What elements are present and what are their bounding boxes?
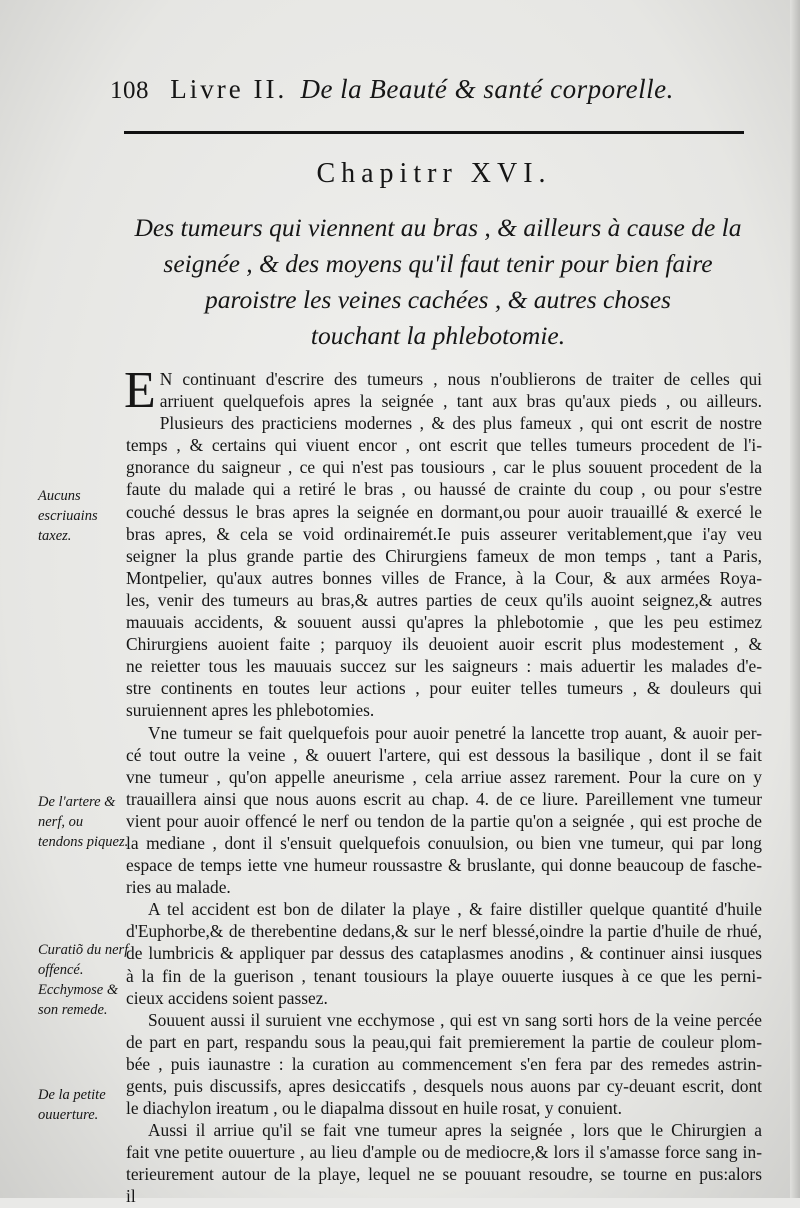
text-line: la mediane , dont il s'ensuit quelquefois conuulsion, ou bien vne tumeur, qui par long <box>126 832 762 853</box>
text-line: faute du malade qui a retiré le bras , ou haussé de crainte du coup , ou pour s'estre <box>126 479 762 500</box>
text-line: Plusieurs des practiciens modernes , & des plus fameux , qui ont escrit de nostre <box>159 413 762 434</box>
text-line: seigner la plus grande partie des Chirurgiens fameux de mon temps , tant a Paris, <box>126 545 762 566</box>
page-edge <box>790 0 800 1198</box>
chapter-title: Chapitrr XVI. <box>316 158 552 189</box>
text-line: suruiennent apres les phlebotomies. <box>126 700 375 721</box>
text-line: mauuais accidents, & souuent aussi qu'apres la phlebotomie , que les peu estimez <box>126 612 762 633</box>
text-line: ne reietter tous les mauuais succez sur les saigneurs : mais aduertir les malades d'e- <box>126 656 762 677</box>
text-line: terieurement autour de la playe, lequel ne se pouuant resoudre, se tourne en pus:alors <box>126 1164 762 1185</box>
chapter-subtitle <box>118 210 758 354</box>
text-line: Aussi il arriue qu'il se fait vne tumeur apres la seignée , lors que le Chirurgien a <box>148 1120 762 1141</box>
running-title: De la Beauté & santé corporelle. <box>300 74 674 104</box>
catchword: il <box>126 1186 136 1207</box>
text-line: cieux accidens soient passez. <box>126 987 328 1008</box>
text-line: bée , puis iaunastre : la curation au commencement s'en fera par des remedes astrin- <box>126 1053 762 1074</box>
text-line: d'Euphorbe,& de therebentine dedans,& sur le nerf blessé,oindre la partie d'huile de rhué, <box>126 921 762 942</box>
text-line: gents, puis discussifs, apres desiccatifs , desquels nous auons par cy-deuant escrit, dont <box>126 1076 762 1096</box>
margin-note: De la petite ouuerture. <box>38 1087 106 1123</box>
text-line: vient pour auoir offencé le nerf ou tendon de la partie qu'on a seignée , qui est proche de <box>126 810 762 831</box>
text-line: trauaillera ainsi que nous auons escrit au chap. 4. de ce liure. Pareillement vne tumeur <box>126 788 762 809</box>
header-rule <box>124 131 744 134</box>
text-line: vne tumeur , qu'on appelle aneurisme , cela arriue assez rarement. Pour la cure on y <box>126 766 762 787</box>
text-line: à la fin de la guerison , tenant tousiours la playe ouuerte iusques à ce que les perni- <box>126 965 762 986</box>
text-line: Montpelier, qu'aux autres bonnes villes de France, à la Cour, & aux armées Roya- <box>126 567 762 588</box>
show-through-text <box>52 318 132 338</box>
margin-note: Ecchymose & son remede. <box>38 982 119 1018</box>
text-line: de part en part, respandu sous la peau,qui fait premierement la partie de couleur plom- <box>126 1031 762 1052</box>
text-line: N continuant d'escrire des tumeurs , nous n'oublierons de traiter de celles qui <box>159 369 762 389</box>
text-line: arriuent quelquefois apres la seignée , tant aux bras qu'aux pieds , ou ailleurs. <box>159 391 762 412</box>
text-line: gnorance du saigneur , ce qui n'est pas tousiours , car le plus souuent procedent de la <box>126 457 762 478</box>
running-header <box>110 74 760 105</box>
text-line: A tel accident est bon de dilater la playe , & faire distiller quelque quantité d'huile <box>148 899 762 920</box>
text-line: Chirurgiens auoient faite ; parquoy ils deuoient auoir escrit plus modestement , & <box>126 634 762 655</box>
subtitle-line: seignée , & des moyens qu'il faut tenir pour bien faire <box>163 249 713 278</box>
margin-note: De l'artere & nerf, ou tendons piquez. <box>38 794 129 850</box>
text-line: de lumbricis & appliquer par dessus des cataplasmes anodins , & continuer ainsi iusques <box>126 943 762 964</box>
text-line: bras apres, & cela se void ordinairemét.Ie puis asseurer veritablement,que i'ay veu <box>126 523 762 544</box>
text-line: couché dessus le bras apres la seignée en dormant,ou pour auoir trauaillé & exercé le <box>126 501 762 522</box>
subtitle-line: Des tumeurs qui viennent au bras , & ailleurs à cause de la <box>134 213 742 242</box>
subtitle-line: paroistre les veines cachées , & autres choses <box>205 285 671 314</box>
text-line: Souuent aussi il suruient vne ecchymose , qui est vn sang sorti hors de la veine percée <box>148 1009 762 1030</box>
text-line: ries au malade. <box>126 877 231 898</box>
margin-note: Aucuns escriuains taxez. <box>38 488 98 544</box>
text-line: espace de temps iette vne humeur roussastre & bruslante, qui donne beaucoup de fasche- <box>126 855 762 876</box>
text-line: fait vne petite ouuerture , au lieu d'ample ou de mediocre,& lors il s'amasse force sang in- <box>126 1142 762 1163</box>
text-line: le diachylon ireatum , ou le diapalma dissout en huile rosat, y conuient. <box>126 1098 622 1119</box>
text-line: stre continents en toutes leur actions , pour euiter telles tumeurs , & douleurs qui <box>126 678 762 699</box>
book-label: Livre II. <box>170 74 288 104</box>
subtitle-line: touchant la phlebotomie. <box>310 321 566 350</box>
body-text <box>124 362 762 1208</box>
page-number: 108 <box>110 77 149 104</box>
text-line: les, venir des tumeurs au bras,& autres parties de ceux qu'ils auoint seignez,& autres <box>126 589 762 610</box>
drop-cap: E <box>124 362 156 419</box>
text-line: Vne tumeur se fait quelquefois pour auoir penetré la lancette trop auant, & auoir per- <box>148 722 762 743</box>
text-line: temps , & certains qui viuent encor , ont escrit que telles tumeurs procedent de l'i- <box>126 435 762 456</box>
text-line: cé tout outre la veine , & ouuert l'artere, qui est dessous la basilique , dont il se fait <box>126 744 762 765</box>
margin-note: Curatiõ du nerf offencé. <box>38 942 129 978</box>
